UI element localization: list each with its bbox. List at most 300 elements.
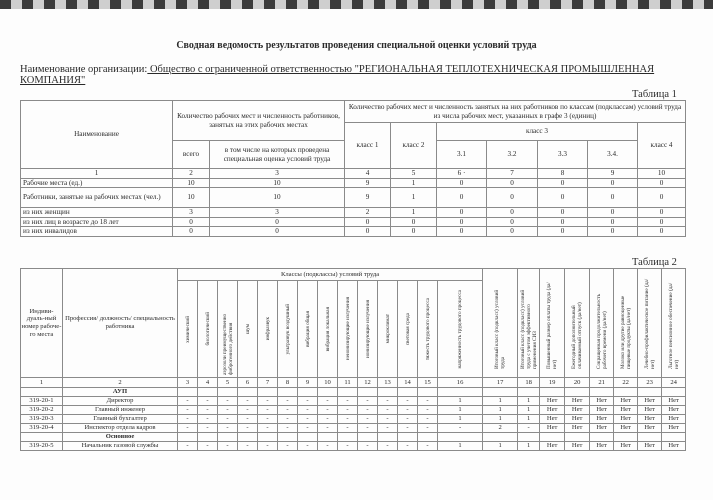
workplace-id: 319-20-3 (21, 415, 63, 424)
column-number: 18 (518, 378, 540, 388)
column-number: 17 (483, 378, 518, 388)
cell-value: - (258, 424, 278, 433)
scan-edge-strip (0, 0, 713, 9)
cell-value: - (198, 397, 218, 406)
header-factor-label: тяжесть трудового процесса (424, 297, 431, 361)
cell-value: - (398, 397, 418, 406)
cell-value: 0 (638, 227, 686, 237)
blank-cell (662, 388, 686, 397)
cell-value: - (418, 442, 438, 451)
cell-value: - (298, 424, 318, 433)
profession: Главный бухгалтер (63, 415, 178, 424)
column-number: 3 (178, 378, 198, 388)
cell-value: - (238, 415, 258, 424)
cell-value: 0 (487, 188, 538, 208)
cell-value: - (298, 406, 318, 415)
cell-value: - (258, 397, 278, 406)
blank-cell (565, 388, 590, 397)
header-factor-14 (398, 281, 418, 378)
column-number: 8 (278, 378, 298, 388)
workplace-id: 319-20-4 (21, 424, 63, 433)
header-factor-4 (198, 281, 218, 378)
cell-value: Нет (590, 397, 614, 406)
cell-value: - (358, 424, 378, 433)
header-3-1: 3.1 (437, 141, 487, 169)
cell-value: 1 (438, 442, 483, 451)
blank-cell (540, 433, 565, 442)
organization-line (20, 64, 690, 86)
cell-value: 0 (538, 227, 588, 237)
table-row (21, 424, 686, 433)
cell-value: - (198, 406, 218, 415)
cell-value: 2 (483, 424, 518, 433)
cell-value: 0 (638, 188, 686, 208)
section-title: Основное (63, 433, 178, 442)
cell-value: Нет (565, 397, 590, 406)
header-factor-label: инфразвук (264, 317, 271, 341)
cell-value: 10 (210, 178, 345, 188)
header-extra-label: Итоговый класс (подкласс) условий труда (494, 289, 507, 369)
table-row (21, 208, 686, 218)
cell-value: - (358, 442, 378, 451)
cell-value: - (298, 442, 318, 451)
header-profession: Профессия/ должность/ специальность работника (63, 269, 178, 378)
cell-value: 0 (588, 188, 638, 208)
cell-value: Нет (614, 424, 638, 433)
header-factor-label: вибрация общая (304, 311, 311, 347)
blank-cell (198, 433, 218, 442)
cell-value: - (278, 424, 298, 433)
cell-value: - (178, 442, 198, 451)
cell-value: Нет (662, 415, 686, 424)
cell-value: - (318, 397, 338, 406)
blank-cell (518, 433, 540, 442)
cell-value: Нет (540, 415, 565, 424)
column-number: 1 (21, 169, 173, 179)
header-factor-label: световая среда (404, 312, 411, 346)
cell-value: - (178, 415, 198, 424)
cell-value: 0 (588, 208, 638, 218)
header-3-4: 3.4. (588, 141, 638, 169)
table-row (21, 442, 686, 451)
column-number: 22 (614, 378, 638, 388)
section-row (21, 433, 686, 442)
cell-value: 0 (391, 227, 437, 237)
blank-cell (565, 433, 590, 442)
header-extra-22 (614, 269, 638, 378)
cell-value: - (218, 415, 238, 424)
workplaces-table (20, 268, 686, 451)
table-row (21, 217, 686, 227)
table-row (21, 415, 686, 424)
cell-value: Нет (638, 397, 662, 406)
column-number: 4 (198, 378, 218, 388)
column-number: 15 (418, 378, 438, 388)
cell-value: Нет (590, 442, 614, 451)
column-number: 7 (258, 378, 278, 388)
cell-value: - (178, 406, 198, 415)
header-classes: Количество рабочих мест и численность занятых на них работников по классам (подклассам) условий труда из числа рабочих мест, указанных в графе 3 (единиц) (345, 101, 686, 123)
cell-value: - (258, 442, 278, 451)
cell-value: Нет (540, 442, 565, 451)
cell-value: - (418, 397, 438, 406)
cell-value: 0 (487, 208, 538, 218)
column-number: 13 (378, 378, 398, 388)
header-factor-label: ионизирующие излучения (364, 300, 371, 358)
cell-value: - (178, 397, 198, 406)
cell-value: 3 (173, 208, 210, 218)
cell-value: - (378, 415, 398, 424)
cell-value: - (378, 424, 398, 433)
header-extra-label: Сокращенная продолжительность рабочего времени (да/нет) (595, 293, 608, 369)
cell-value: - (418, 406, 438, 415)
cell-value: 1 (438, 397, 483, 406)
blank-cell (178, 388, 198, 397)
cell-value: 0 (487, 217, 538, 227)
organization-label: Наименование организации: (20, 64, 148, 75)
cell-value: Нет (662, 406, 686, 415)
cell-value: 0 (437, 188, 487, 208)
cell-value: Нет (540, 406, 565, 415)
header-factor-3 (178, 281, 198, 378)
header-work-classes: Классы (подклассы) условий труда (178, 269, 483, 281)
cell-value: 1 (438, 406, 483, 415)
cell-value: 0 (345, 217, 391, 227)
blank-cell (298, 433, 318, 442)
cell-value: 0 (210, 227, 345, 237)
header-extra-20 (565, 269, 590, 378)
header-factor-6 (238, 281, 258, 378)
header-factor-label: химический (184, 315, 191, 343)
table1-caption: Таблица 1 (632, 89, 677, 100)
blank-cell (590, 433, 614, 442)
header-factor-8 (278, 281, 298, 378)
blank-cell (198, 388, 218, 397)
cell-value: - (238, 442, 258, 451)
cell-value: 0 (437, 227, 487, 237)
cell-value: - (378, 442, 398, 451)
column-number: 21 (590, 378, 614, 388)
blank-cell (398, 388, 418, 397)
section-title: АУП (63, 388, 178, 397)
cell-value: - (278, 397, 298, 406)
column-number: 2 (63, 378, 178, 388)
header-factor-label: биологический (204, 312, 211, 346)
cell-value: 0 (638, 178, 686, 188)
cell-value: Нет (614, 406, 638, 415)
cell-value: - (338, 442, 358, 451)
cell-value: - (258, 415, 278, 424)
cell-value: 1 (483, 442, 518, 451)
cell-value: - (398, 424, 418, 433)
cell-value: - (218, 406, 238, 415)
cell-value: - (198, 424, 218, 433)
cell-value: 1 (518, 442, 540, 451)
header-factor-16 (438, 281, 483, 378)
column-number: 19 (540, 378, 565, 388)
cell-value: - (398, 406, 418, 415)
cell-value: - (378, 397, 398, 406)
cell-value: 0 (487, 227, 538, 237)
column-number: 1 (21, 378, 63, 388)
cell-value: - (198, 442, 218, 451)
cell-value: - (178, 424, 198, 433)
workplace-id: 319-20-5 (21, 442, 63, 451)
header-extra-label: Лечебно-профилактическое питание (да/нет) (643, 278, 656, 369)
cell-value: Нет (614, 415, 638, 424)
column-number: 10 (638, 169, 686, 179)
cell-value: 0 (588, 217, 638, 227)
header-factor-12 (358, 281, 378, 378)
header-extra-label: Ежегодный дополнительный оплачиваемый отпуск (да/нет) (571, 302, 584, 369)
cell-value: Нет (614, 397, 638, 406)
table-row (21, 188, 686, 208)
column-number: 3 (210, 169, 345, 179)
cell-value: - (238, 397, 258, 406)
blank-cell (590, 388, 614, 397)
cell-value: Нет (662, 442, 686, 451)
blank-cell (298, 388, 318, 397)
cell-value: - (278, 406, 298, 415)
cell-value: - (318, 442, 338, 451)
cell-value: Нет (540, 397, 565, 406)
cell-value: - (238, 424, 258, 433)
header-factor-label: аэрозоли преимущественно фиброгенного действия (221, 313, 234, 375)
blank-cell (614, 388, 638, 397)
header-extra-17 (483, 269, 518, 378)
cell-value: Нет (638, 415, 662, 424)
blank-cell (218, 433, 238, 442)
header-factor-10 (318, 281, 338, 378)
cell-value: - (438, 424, 483, 433)
cell-value: - (298, 397, 318, 406)
cell-value: - (418, 424, 438, 433)
column-number: 23 (638, 378, 662, 388)
cell-value: - (398, 415, 418, 424)
column-number: 20 (565, 378, 590, 388)
cell-value: - (358, 415, 378, 424)
header-class3: класс 3 (437, 123, 638, 141)
header-class1: класс 1 (345, 123, 391, 169)
header-factor-9 (298, 281, 318, 378)
header-extra-label: Льготное пенсионное обеспечение (да/нет) (667, 282, 680, 369)
blank-cell (378, 388, 398, 397)
cell-value: 10 (173, 178, 210, 188)
cell-value: - (338, 424, 358, 433)
cell-value: 1 (518, 406, 540, 415)
cell-value: 0 (487, 178, 538, 188)
cell-value: 1 (391, 178, 437, 188)
header-class2: класс 2 (391, 123, 437, 169)
cell-value: - (358, 406, 378, 415)
cell-value: 9 (345, 188, 391, 208)
cell-value: - (338, 406, 358, 415)
table-row (21, 178, 686, 188)
header-3-2: 3.2 (487, 141, 538, 169)
column-number: 12 (358, 378, 378, 388)
blank-cell (318, 388, 338, 397)
cell-value: 0 (345, 227, 391, 237)
blank-cell (438, 433, 483, 442)
column-number: 9 (298, 378, 318, 388)
cell-value: 0 (588, 178, 638, 188)
blank-cell (614, 433, 638, 442)
blank-cell (358, 433, 378, 442)
cell-value: Нет (565, 424, 590, 433)
cell-value: 1 (438, 415, 483, 424)
header-extra-24 (662, 269, 686, 378)
header-count: Количество рабочих мест и численность работников, занятых на этих рабочих местах (173, 101, 345, 141)
cell-value: - (518, 424, 540, 433)
blank-cell (358, 388, 378, 397)
cell-value: 0 (538, 208, 588, 218)
header-factor-label: ультразвук воздушный (284, 303, 291, 355)
header-factor-label: вибрация локальная (324, 306, 331, 352)
table-row (21, 406, 686, 415)
table2-caption: Таблица 2 (632, 257, 677, 268)
cell-value: 0 (538, 188, 588, 208)
cell-value: 0 (588, 227, 638, 237)
cell-value: Нет (540, 424, 565, 433)
blank-cell (238, 433, 258, 442)
column-number: 5 (391, 169, 437, 179)
cell-value: - (338, 397, 358, 406)
cell-value: 0 (437, 208, 487, 218)
cell-value: - (258, 406, 278, 415)
header-factor-7 (258, 281, 278, 378)
blank-cell (178, 433, 198, 442)
header-total: всего (173, 141, 210, 169)
row-label: Рабочие места (ед.) (21, 178, 173, 188)
header-factor-15 (418, 281, 438, 378)
summary-table (20, 100, 686, 237)
header-assessed: в том числе на которых проведена специальная оценка условий труда (210, 141, 345, 169)
cell-value: - (318, 406, 338, 415)
header-factor-label: микроклимат (384, 314, 391, 344)
cell-value: - (278, 415, 298, 424)
cell-value: - (218, 397, 238, 406)
table-row (21, 227, 686, 237)
header-factor-label: неионизирующие излучения (344, 297, 351, 361)
cell-value: 9 (345, 178, 391, 188)
cell-value: 10 (210, 188, 345, 208)
cell-value: - (418, 415, 438, 424)
cell-value: 0 (173, 227, 210, 237)
cell-value: - (398, 442, 418, 451)
column-number: 7 (487, 169, 538, 179)
cell-value: 2 (345, 208, 391, 218)
cell-value: 0 (391, 217, 437, 227)
section-row (21, 388, 686, 397)
blank-cell (638, 433, 662, 442)
column-number: 11 (338, 378, 358, 388)
column-number: 9 (588, 169, 638, 179)
column-number: 14 (398, 378, 418, 388)
organization-name: Общество с ограниченной ответственностью "РЕГИОНАЛЬНАЯ ТЕПЛОТЕХНИЧЕСКАЯ ПРОМЫШЛЕННАЯ КОМПАНИЯ" (20, 64, 655, 86)
header-workplace-id: Индиви-дуаль-ный номер рабоче-го места (21, 269, 63, 378)
header-class4: класс 4 (638, 123, 686, 169)
header-extra-label: Повышенный размер оплаты труда (да/нет) (546, 282, 559, 369)
blank-cell (398, 433, 418, 442)
row-label: из них женщин (21, 208, 173, 218)
column-number: 5 (218, 378, 238, 388)
column-number: 6 (238, 378, 258, 388)
column-number: 4 (345, 169, 391, 179)
cell-value: Нет (638, 442, 662, 451)
column-number: 6 · (437, 169, 487, 179)
cell-value: Нет (590, 424, 614, 433)
header-extra-18 (518, 269, 540, 378)
header-3-3: 3.3 (538, 141, 588, 169)
cell-value: Нет (590, 406, 614, 415)
blank-cell (483, 433, 518, 442)
blank-cell (662, 433, 686, 442)
cell-value: - (278, 442, 298, 451)
cell-value: 0 (538, 217, 588, 227)
header-factor-11 (338, 281, 358, 378)
header-factor-label: напряженность трудового процесса (457, 289, 464, 369)
header-extra-21 (590, 269, 614, 378)
blank-cell (378, 433, 398, 442)
cell-value: Нет (662, 397, 686, 406)
profession: Главный инженер (63, 406, 178, 415)
cell-value: - (238, 406, 258, 415)
row-label: из них инвалидов (21, 227, 173, 237)
workplace-id: 319-20-2 (21, 406, 63, 415)
cell-value: 0 (437, 217, 487, 227)
cell-value: - (358, 397, 378, 406)
blank-cell (238, 388, 258, 397)
profession: Директор (63, 397, 178, 406)
cell-value: 1 (391, 188, 437, 208)
blank-cell (418, 388, 438, 397)
blank-cell (338, 388, 358, 397)
blank-cell (438, 388, 483, 397)
cell-value: Нет (638, 424, 662, 433)
cell-value: 3 (210, 208, 345, 218)
cell-value: 0 (638, 208, 686, 218)
cell-value: - (318, 424, 338, 433)
blank-cell (258, 388, 278, 397)
header-factor-5 (218, 281, 238, 378)
workplace-id: 319-20-1 (21, 397, 63, 406)
cell-value: Нет (565, 415, 590, 424)
cell-value: 0 (173, 217, 210, 227)
blank-cell (21, 388, 63, 397)
column-number: 2 (173, 169, 210, 179)
cell-value: - (218, 424, 238, 433)
cell-value: 1 (518, 397, 540, 406)
header-extra-label: Итоговый класс (подкласс) условий труда с учетом эффективного применения СИЗ (519, 289, 538, 369)
cell-value: - (378, 406, 398, 415)
cell-value: 0 (437, 178, 487, 188)
cell-value: - (198, 415, 218, 424)
cell-value: - (218, 442, 238, 451)
blank-cell (418, 433, 438, 442)
blank-cell (540, 388, 565, 397)
cell-value: - (298, 415, 318, 424)
cell-value: 1 (483, 415, 518, 424)
blank-cell (338, 433, 358, 442)
row-label: Работники, занятые на рабочих местах (чел.) (21, 188, 173, 208)
profession: Инспектор отдела кадров (63, 424, 178, 433)
cell-value: 1 (518, 415, 540, 424)
document-title: Сводная ведомость результатов проведения специальной оценки условий труда (176, 40, 537, 51)
blank-cell (21, 433, 63, 442)
cell-value: - (318, 415, 338, 424)
cell-value: Нет (565, 406, 590, 415)
blank-cell (638, 388, 662, 397)
